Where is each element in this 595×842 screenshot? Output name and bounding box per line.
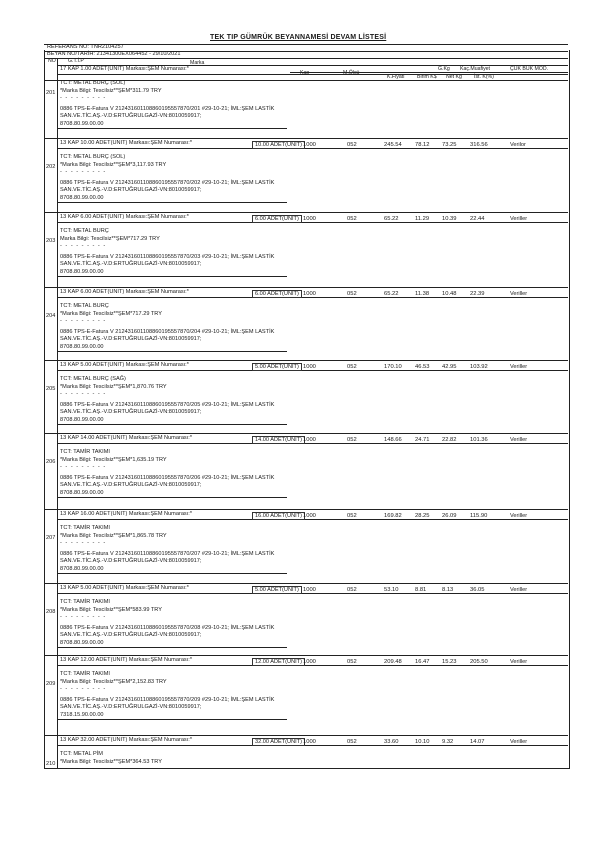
item-kap-line: 13 KAP 12.00 ADET(UNIT) Markası:ŞEM Numarası:* (60, 657, 193, 663)
item-brand: *Marka Bilgi: Tescilsiz**ŞEM*583.99 TRY (60, 607, 162, 613)
item-number: 204 (46, 313, 56, 319)
item-value-1: 65.22 (384, 291, 399, 297)
gtip-rule (57, 719, 287, 720)
item-unit-box: 12.00 ADET(UNIT) (252, 658, 305, 666)
item-status: Veriller (510, 739, 528, 745)
item-description: TCT: TAMİR TAKIMI (60, 525, 110, 531)
item-value-3: 10.48 (442, 291, 457, 297)
item-measure: 052 (347, 291, 357, 297)
item-value-4: 22.44 (470, 216, 485, 222)
item-number: 202 (46, 164, 56, 170)
item-number: 208 (46, 609, 56, 615)
item-value-4: 103.92 (470, 364, 488, 370)
col-header-istkg: İst. K(%) (474, 74, 494, 80)
dash-line: - - - - - - - - - (60, 169, 107, 175)
item-unit-box: 6.00 ADET(UNIT) (252, 215, 302, 223)
dash-line: - - - - - - - - - (60, 243, 107, 249)
item-value-2: 11.29 (415, 216, 430, 222)
item-number: 210 (46, 761, 56, 767)
gtip-rule (57, 128, 287, 129)
dash-line: - - - - - - - - - (60, 540, 107, 546)
item-top-rule (44, 433, 568, 434)
item-status: Verilor (510, 142, 526, 148)
gtip-rule (57, 497, 287, 498)
item-measure: 052 (347, 587, 357, 593)
item-measure: 052 (347, 216, 357, 222)
item-brand: *Marka Bilgi: Tescilsiz**ŞEM*717.29 TRY (60, 311, 162, 317)
item-brand: Marka Bilgi: Tescilsiz**ŞEM*717.29 TRY (60, 236, 160, 242)
item-brand: *Marka Bilgi: Tescilsiz**ŞEM*1,635.19 TRY (60, 457, 167, 463)
col-header-kfiyat: K.Fiyatı (387, 74, 405, 80)
item-gtip: 8708.80.99.00.00 (60, 195, 104, 201)
item-company: SAN.VE.TİC.AŞ.-V.D:ERTUĞRULGAZİ-VN:8010059917; (60, 558, 202, 564)
item-code: 1000 (303, 513, 316, 519)
item-status: Veriller (510, 513, 528, 519)
item-brand: *Marka Bilgi: Tescilsiz**ŞEM*311.79 TRY (60, 88, 162, 94)
item-measure: 052 (347, 437, 357, 443)
item-measure: 052 (347, 739, 357, 745)
item-data-rule (57, 74, 568, 75)
item-gtip: 8708.80.99.00.00 (60, 417, 104, 423)
item-status: Veriller (510, 587, 528, 593)
item-top-rule (44, 212, 568, 213)
item-company: SAN.VE.TİC.AŞ.-V.D:ERTUĞRULGAZİ-VN:8010059917; (60, 409, 202, 415)
item-measure: 052 (347, 659, 357, 665)
item-value-4: 101.36 (470, 437, 488, 443)
item-invoice: 0886 TPS-E-Fatura V 212431601108860195557870/206 #29-10-21; İML:ŞEM LASTİK (60, 475, 275, 481)
item-unit-box: 10.00 ADET(UNIT) (252, 141, 305, 149)
dash-line: - - - - - - - - - (60, 318, 107, 324)
item-top-rule (44, 138, 568, 139)
item-value-4: 205.50 (470, 659, 488, 665)
item-value-4: 36.05 (470, 587, 485, 593)
col-header-cmod: ÇÜK BÜK MOD. (510, 66, 549, 72)
item-invoice: 0886 TPS-E-Fatura V 212431601108860195557870/205 #29-10-21; İML:ŞEM LASTİK (60, 402, 275, 408)
item-invoice: 0886 TPS-E-Fatura V 212431601108860195557870/203 #29-10-21; İML:ŞEM LASTİK (60, 254, 275, 260)
item-code: 1000 (303, 216, 316, 222)
item-measure: 052 (347, 142, 357, 148)
item-value-4: 22.39 (470, 291, 485, 297)
item-value-2: 10.10 (415, 739, 430, 745)
item-brand: *Marka Bilgi: Tescilsiz**ŞEM*1,870.76 TRY (60, 384, 167, 390)
item-value-2: 46.53 (415, 364, 430, 370)
item-code: 1000 (303, 437, 316, 443)
item-status: Veriller (510, 437, 528, 443)
dash-line: - - - - - - - - - (60, 614, 107, 620)
item-kap-line: 13 KAP 5.00 ADET(UNIT) Markası:ŞEM Numarası:* (60, 585, 189, 591)
item-brand: *Marka Bilgi: Tescilsiz**ŞEM*364.53 TRY (60, 759, 162, 765)
col-header-netkg: Net Kg (446, 74, 462, 80)
item-code: 1000 (303, 739, 316, 745)
col-header-no: NO (48, 58, 56, 64)
item-top-rule (44, 509, 568, 510)
item-kap-line: 13 KAP 16.00 ADET(UNIT) Markası:ŞEM Numarası:* (60, 511, 193, 517)
col-header-gkg: G.Kg (438, 66, 450, 72)
item-value-4: 14.07 (470, 739, 485, 745)
item-company: SAN.VE.TİC.AŞ.-V.D:ERTUĞRULGAZİ-VN:8010059917; (60, 113, 202, 119)
item-top-rule (44, 360, 568, 361)
item-description: TCT: TAMİR TAKIMI (60, 671, 110, 677)
item-description: TCT: TAMİR TAKIMI (60, 449, 110, 455)
item-number: 201 (46, 90, 56, 96)
gtip-rule (57, 573, 287, 574)
gtip-rule (57, 351, 287, 352)
item-value-2: 11.38 (415, 291, 430, 297)
gtip-rule (57, 276, 287, 277)
item-value-1: 148.66 (384, 437, 402, 443)
item-unit-box: 6.00 ADET(UNIT) (252, 290, 302, 298)
item-value-1: 169.82 (384, 513, 402, 519)
item-status: Veriller (510, 216, 528, 222)
item-code: 1000 (303, 364, 316, 370)
item-gtip: 7318.15.90.00.00 (60, 712, 104, 718)
item-company: SAN.VE.TİC.AŞ.-V.D:ERTUĞRULGAZİ-VN:8010059917; (60, 261, 202, 267)
item-status: Veriller (510, 659, 528, 665)
item-value-3: 8.13 (442, 587, 454, 593)
item-kap-line: 13 KAP 32.00 ADET(UNIT) Markası:ŞEM Numarası:* (60, 737, 193, 743)
item-company: SAN.VE.TİC.AŞ.-V.D:ERTUĞRULGAZİ-VN:8010059917; (60, 704, 202, 710)
item-gtip: 8708.80.99.00.00 (60, 121, 104, 127)
item-kap-line: 13 KAP 5.00 ADET(UNIT) Markası:ŞEM Numarası:* (60, 362, 189, 368)
reference-number: REFERANS NO: TNR2104257 (47, 44, 124, 50)
item-value-3: 73.25 (442, 142, 457, 148)
no-column-divider (57, 58, 58, 768)
gtip-rule (57, 202, 287, 203)
dash-line: - - - - - - - - - (60, 391, 107, 397)
item-value-3: 42.95 (442, 364, 457, 370)
item-value-1: 65.22 (384, 216, 399, 222)
item-code: 1000 (303, 142, 316, 148)
item-invoice: 0886 TPS-E-Fatura V 212431601108860195557870/204 #29-10-21; İML:ŞEM LASTİK (60, 329, 275, 335)
declaration-number: BEYAN NO/TARİH: 21341300EX064452 - 29/10/2021 (47, 51, 181, 57)
gtip-rule (57, 424, 287, 425)
item-value-3: 22.82 (442, 437, 457, 443)
item-kap-line: 13 KAP 6.00 ADET(UNIT) Markası:ŞEM Numarası:* (60, 214, 189, 220)
col-header-muaf: Kaç.Muafiyet (460, 66, 490, 72)
item-invoice: 0886 TPS-E-Fatura V 212431601108860195557870/209 #29-10-21; İML:ŞEM LASTİK (60, 697, 275, 703)
col-header-birim: Birim K$ (417, 74, 437, 80)
item-measure: 052 (347, 513, 357, 519)
rule-under-decl (44, 58, 568, 59)
item-brand: *Marka Bilgi: Tescilsiz**ŞEM*1,865.78 TRY (60, 533, 167, 539)
item-value-2: 28.25 (415, 513, 430, 519)
item-top-rule (44, 655, 568, 656)
item-description: TCT: METAL BURÇ (SOL) (60, 154, 126, 160)
item-unit-box: 14.00 ADET(UNIT) (252, 436, 305, 444)
item-number: 203 (46, 238, 56, 244)
item-number: 207 (46, 535, 56, 541)
item-unit-box: 5.00 ADET(UNIT) (252, 586, 302, 594)
item-status: Veriller (510, 364, 528, 370)
item-invoice: 0886 TPS-E-Fatura V 212431601108860195557870/208 #29-10-21; İML:ŞEM LASTİK (60, 625, 275, 631)
item-company: SAN.VE.TİC.AŞ.-V.D:ERTUĞRULGAZİ-VN:8010059917; (60, 482, 202, 488)
item-value-3: 15.23 (442, 659, 457, 665)
item-code: 1000 (303, 291, 316, 297)
item-value-1: 33.60 (384, 739, 399, 745)
item-status: Veriller (510, 291, 528, 297)
item-gtip: 8708.80.99.00.00 (60, 566, 104, 572)
item-value-2: 24.71 (415, 437, 430, 443)
header-rule-2 (290, 72, 568, 73)
item-unit-box: 5.00 ADET(UNIT) (252, 363, 302, 371)
item-kap-line: 17 KAP 1.00 ADET(UNIT) Markası:ŞEM Numarası:* (60, 66, 189, 72)
item-description: TCT: METAL PİM (60, 751, 103, 757)
item-kap-line: 13 KAP 14.00 ADET(UNIT) Markası:ŞEM Numarası:* (60, 435, 193, 441)
item-value-1: 245.54 (384, 142, 402, 148)
item-value-1: 170.10 (384, 364, 402, 370)
col-header-olcu: M.Ölçü (343, 70, 360, 76)
item-company: SAN.VE.TİC.AŞ.-V.D:ERTUĞRULGAZİ-VN:8010059917; (60, 336, 202, 342)
item-description: TCT: METAL BURÇ (SOL) (60, 80, 126, 86)
dash-line: - - - - - - - - - (60, 766, 107, 772)
item-value-2: 8.81 (415, 587, 427, 593)
gtip-rule (57, 647, 287, 648)
item-gtip: 8708.80.99.00.00 (60, 640, 104, 646)
item-description: TCT: TAMİR TAKIMI (60, 599, 110, 605)
item-description: TCT: METAL BURÇ (60, 228, 109, 234)
item-invoice: 0886 TPS-E-Fatura V 212431601108860195557870/202 #29-10-21; İML:ŞEM LASTİK (60, 180, 275, 186)
col-header-gtip: G.T.İ.P (68, 58, 84, 64)
item-company: SAN.VE.TİC.AŞ.-V.D:ERTUĞRULGAZİ-VN:8010059917; (60, 632, 202, 638)
item-number: 206 (46, 459, 56, 465)
item-company: SAN.VE.TİC.AŞ.-V.D:ERTUĞRULGAZİ-VN:8010059917; (60, 187, 202, 193)
item-code: 1000 (303, 587, 316, 593)
item-top-rule (44, 583, 568, 584)
item-value-4: 115.90 (470, 513, 488, 519)
item-value-3: 10.39 (442, 216, 457, 222)
item-code: 1000 (303, 659, 316, 665)
item-kap-line: 13 KAP 6.00 ADET(UNIT) Markası:ŞEM Numarası:* (60, 289, 189, 295)
item-kap-line: 13 KAP 10.00 ADET(UNIT) Markası:ŞEM Numarası:* (60, 140, 193, 146)
item-top-rule (44, 735, 568, 736)
item-value-3: 26.09 (442, 513, 457, 519)
dash-line: - - - - - - - - - (60, 95, 107, 101)
item-value-3: 9.32 (442, 739, 454, 745)
document-title: TEK TIP GÜMRÜK BEYANNAMESİ DEVAM LİSTESİ (210, 34, 387, 41)
item-number: 205 (46, 386, 56, 392)
item-gtip: 8708.80.99.00.00 (60, 269, 104, 275)
item-number: 209 (46, 681, 56, 687)
item-value-2: 78.12 (415, 142, 430, 148)
item-invoice: 0886 TPS-E-Fatura V 212431601108860195557870/201 #29-10-21; İML:ŞEM LASTİK (60, 106, 275, 112)
item-unit-box: 32.00 ADET(UNIT) (252, 738, 305, 746)
item-description: TCT: METAL BURÇ (60, 303, 109, 309)
item-gtip: 8708.80.99.00.00 (60, 344, 104, 350)
item-value-2: 16.47 (415, 659, 430, 665)
item-description: TCT: METAL BURÇ (SAĞ) (60, 376, 126, 382)
item-value-4: 316.56 (470, 142, 488, 148)
item-brand: *Marka Bilgi: Tescilsiz**ŞEM*3,117.93 TRY (60, 162, 167, 168)
dash-line: - - - - - - - - - (60, 464, 107, 470)
item-brand: *Marka Bilgi: Tescilsiz**ŞEM*2,152.83 TRY (60, 679, 167, 685)
item-unit-box: 16.00 ADET(UNIT) (252, 512, 305, 520)
item-top-rule (44, 287, 568, 288)
dash-line: - - - - - - - - - (60, 686, 107, 692)
item-measure: 052 (347, 364, 357, 370)
item-value-1: 53.10 (384, 587, 399, 593)
col-header-kap: Kap (300, 70, 310, 76)
item-value-1: 209.48 (384, 659, 402, 665)
item-invoice: 0886 TPS-E-Fatura V 212431601108860195557870/207 #29-10-21; İML:ŞEM LASTİK (60, 551, 275, 557)
col-header-marka: Marka (190, 60, 205, 66)
item-gtip: 8708.80.99.00.00 (60, 490, 104, 496)
